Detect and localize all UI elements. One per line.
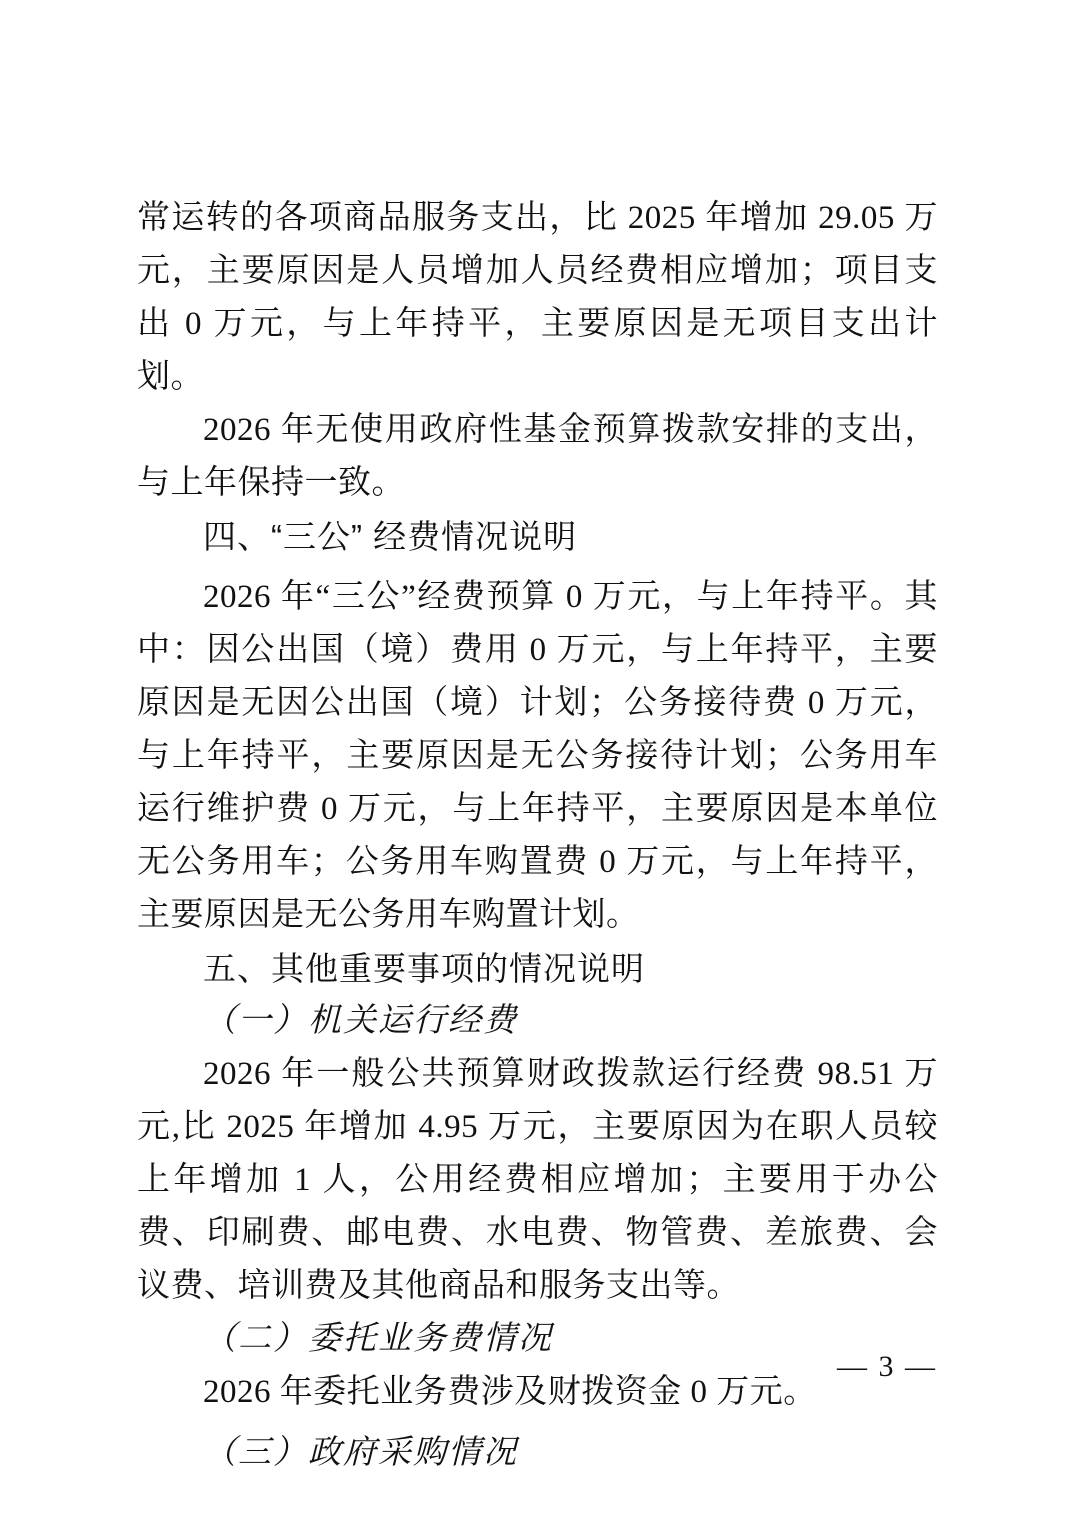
subheading-1-agency-operating-funds: （一）机关运行经费 xyxy=(203,1003,518,1039)
paragraph-operating-funds-detail: 2026 年一般公共预算财政拨款运行经费 98.51 万元,比 2025 年增加 4.95 万元，主要原因为在职人员较上年增加 1 人，公用经费相应增加；主要用于办公费、印刷费、邮电费、水电费、物管费、差旅费、会议费、培训费及其他商品和服务支出等。 xyxy=(137,1056,938,1304)
paragraph-government-fund: 2026 年无使用政府性基金预算拨款安排的支出，与上年保持一致。 xyxy=(137,412,938,501)
paragraph-three-public-funds-detail: 2026 年“三公”经费预算 0 万元，与上年持平。其中：因公出国（境）费用 0 万元，与上年持平，主要原因是无因公出国（境）计划；公务接待费 0 万元，与上年持平，主要原因是无公务接待计划；公务用车运行维护费 0 万元，与上年持平，主要原因是本单位无公务用车；公务用车购置费 0 万元，与上年持平，主要原因是无公务用车购置计划。 xyxy=(137,579,939,933)
paragraph-expenditure-continuation: 常运转的各项商品服务支出，比 2025 年增加 29.05 万元，主要原因是人员增加人员经费相应增加；项目支出 0 万元，与上年持平，主要原因是无项目支出计划。 xyxy=(137,200,938,395)
subheading-3-government-procurement: （三）政府采购情况 xyxy=(203,1435,518,1471)
paragraph-entrusted-fee-detail: 2026 年委托业务费涉及财拨资金 0 万元。 xyxy=(203,1374,817,1410)
heading-section-5-other-important-matters: 五、其他重要事项的情况说明 xyxy=(203,950,645,987)
subheading-2-entrusted-business-fee: （二）委托业务费情况 xyxy=(203,1321,553,1357)
page-number: — 3 — xyxy=(837,1350,937,1383)
document-body xyxy=(137,192,938,1480)
heading-section-4-three-public-funds: 四、“三公” 经费情况说明 xyxy=(203,518,578,555)
